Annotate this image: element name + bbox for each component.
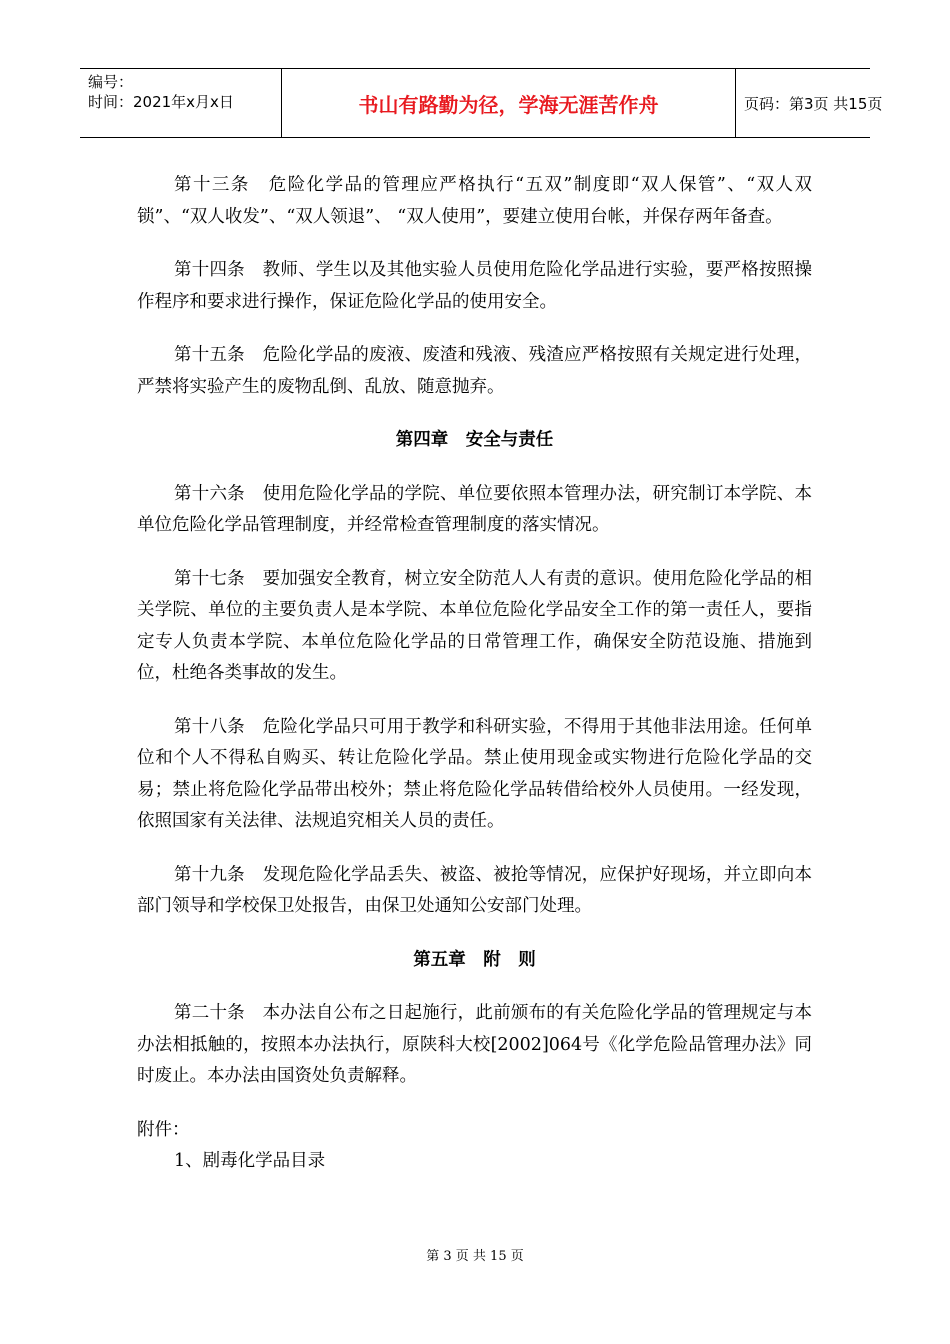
page-footer: 第 3 页 共 15 页 [426,1249,524,1264]
date-label: 时间：2021年x月x日 [88,93,234,111]
header-motto: 书山有路勤为径，学海无涯苦作舟 [282,69,736,137]
article-16: 第十六条 使用危险化学品的学院、单位要依照本管理办法，研究制订本学院、本单位危险化学品管理制度，并经常检查管理制度的落实情况。 [137,483,812,535]
document-body [137,170,812,1178]
article-18: 第十八条 危险化学品只可用于教学和科研实验，不得用于其他非法用途。任何单位和个人不得私自购买、转让危险化学品。禁止使用现金或实物进行危险化学品的交易；禁止将危险化学品带出校外；禁止将危险化学品转借给校外人员使用。一经发现，依照国家有关法律、法规追究相关人员的责任。 [137,716,812,831]
article-15: 第十五条 危险化学品的废液、废渣和残液、残渣应严格按照有关规定进行处理，严禁将实验产生的废物乱倒、乱放、随意抛弃。 [137,345,812,397]
attachment-label: 附件： [137,1119,190,1140]
article-13: 第十三条 危险化学品的管理应严格执行“五双”制度即“双人保管”、“双人双锁”、“双人收发”、“双人领退”、 “双人使用”，要建立使用台帐，并保存两年备查。 [137,175,812,227]
article-20: 第二十条 本办法自公布之日起施行，此前颁布的有关危险化学品的管理规定与本办法相抵触的，按照本办法执行，原陕科大校[2002]064号《化学危险品管理办法》同时废止。本办法由国资处负责解释。 [137,1003,812,1086]
article-19: 第十九条 发现危险化学品丢失、被盗、被抢等情况，应保护好现场，并立即向本部门领导和学校保卫处报告，由保卫处通知公安部门处理。 [137,864,812,916]
page-header [80,68,883,138]
attachment-item: 1、剧毒化学品目录 [174,1151,326,1171]
article-14: 第十四条 教师、学生以及其他实验人员使用危险化学品进行实验，要严格按照操作程序和要求进行操作，保证危险化学品的使用安全。 [137,260,812,312]
header-info-cell [80,69,282,137]
chapter-4-heading: 第四章 安全与责任 [395,430,554,450]
serial-label: 编号： [88,73,134,91]
chapter-5-heading: 第五章 附 则 [413,949,536,970]
article-17: 第十七条 要加强安全教育，树立安全防范人人有责的意识。使用危险化学品的相关学院、单位的主要负责人是本学院、本单位危险化学品安全工作的第一责任人，要指定专人负责本学院、本单位危险化学品的日常管理工作，确保安全防范设施、措施到位，杜绝各类事故的发生。 [137,568,812,683]
header-page-label: 页码：第3页 共15页 [744,94,883,113]
